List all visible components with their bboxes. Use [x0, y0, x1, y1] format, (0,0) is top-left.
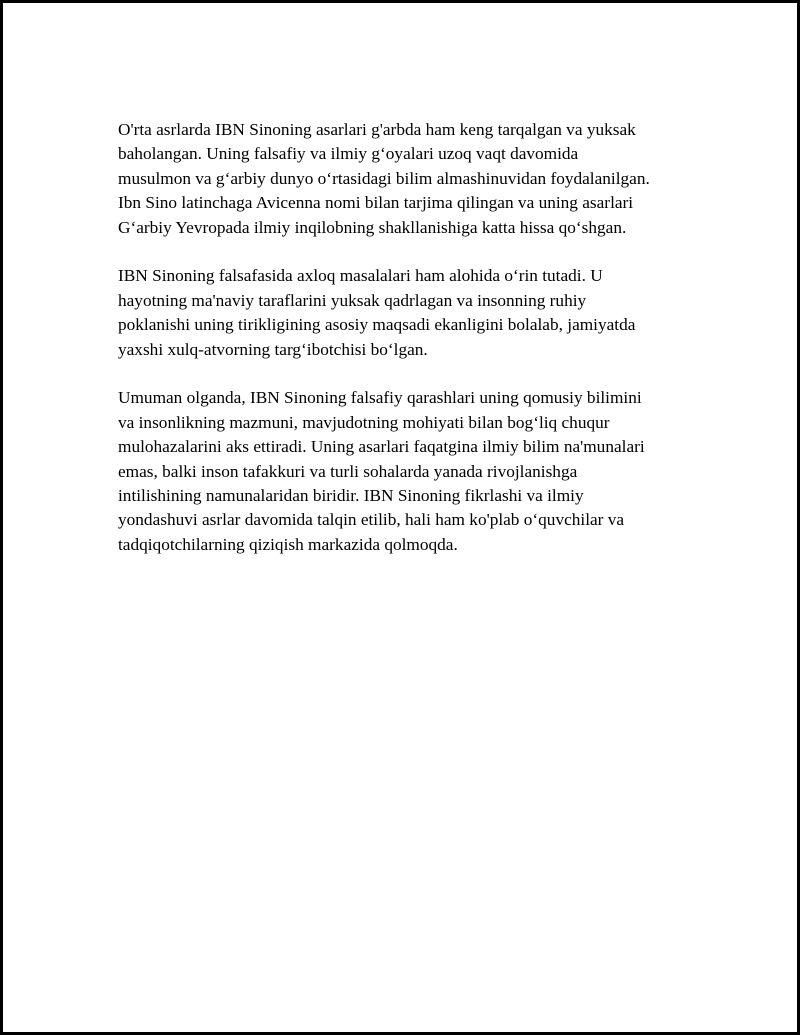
text-line: Umuman olganda, IBN Sinoning falsafiy qarashlari uning qomusiy bilimini — [118, 388, 642, 408]
text-line: hayotning ma'naviy taraflarini yuksak qadrlagan va insonning ruhiy — [118, 290, 587, 310]
paragraph-2 — [118, 264, 698, 362]
paragraph-1 — [118, 118, 698, 240]
document-body — [118, 118, 698, 582]
text-line: poklanishi uning tirikligining asosiy maqsadi ekanligini bolalab, jamiyatda — [118, 315, 636, 335]
text-line: emas, balki inson tafakkuri va turli sohalarda yanada rivojlanishga — [118, 461, 578, 481]
text-line: tadqiqotchilarning qiziqish markazida qolmoqda. — [118, 534, 458, 554]
text-line: Ibn Sino latinchaga Avicenna nomi bilan tarjima qilingan va uning asarlari — [118, 193, 634, 213]
text-line: G‘arbiy Yevropada ilmiy inqilobning shakllanishiga katta hissa qo‘shgan. — [118, 217, 627, 237]
text-line: intilishining namunalaridan biridir. IBN Sinoning fikrlashi va ilmiy — [118, 486, 584, 506]
text-line: mulohazalarini aks ettiradi. Uning asarlari faqatgina ilmiy bilim na'munalari — [118, 437, 645, 457]
text-line: IBN Sinoning falsafasida axloq masalalari ham alohida o‘rin tutadi. U — [118, 266, 603, 286]
text-line: O'rta asrlarda IBN Sinoning asarlari g'arbda ham keng tarqalgan va yuksak — [118, 120, 636, 139]
text-line: va insonlikning mazmuni, mavjudotning mohiyati bilan bog‘liq chuqur — [118, 412, 610, 432]
text-line: yaxshi xulq-atvorning targ‘ibotchisi bo‘lgan. — [118, 339, 428, 359]
text-line: baholangan. Uning falsafiy va ilmiy g‘oyalari uzoq vaqt davomida — [118, 144, 579, 164]
paragraph-3 — [118, 386, 698, 557]
text-line: musulmon va g‘arbiy dunyo o‘rtasidagi bilim almashinuvidan foydalanilgan. — [118, 168, 650, 188]
text-line: yondashuvi asrlar davomida talqin etilib, hali ham ko'plab o‘quvchilar va — [118, 510, 625, 530]
